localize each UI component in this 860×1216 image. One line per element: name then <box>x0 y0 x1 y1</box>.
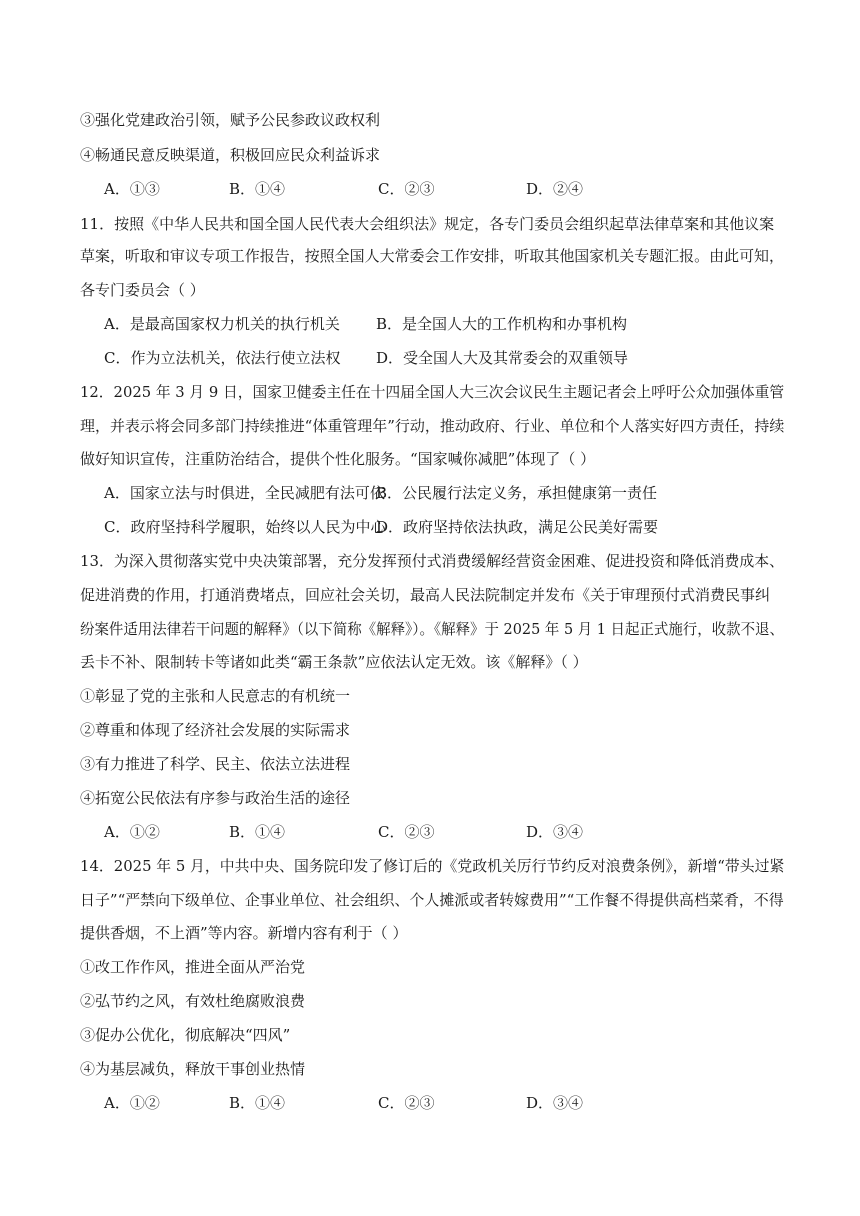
q12-option-c[interactable]: C．政府坚持科学履职，始终以人民为中心 <box>104 518 386 536</box>
q14-option-b[interactable]: B．①④ <box>229 1094 286 1112</box>
q11-stem-line: 11．按照《中华人民共和国全国人民代表大会组织法》规定，各专门委员会组织起草法律草案和其他议案 <box>80 215 775 233</box>
q12-stem-line: 做好知识宣传，注重防治结合，提供个性化服务。“国家喊你减肥”体现了（ ） <box>80 450 596 468</box>
q13-stem-line: 13．为深入贯彻落实党中央决策部署，充分发挥预付式消费缓解经营资金困难、促进投资和降低消费成本、 <box>80 552 785 570</box>
q13-option-a[interactable]: A．①② <box>104 823 160 841</box>
q13-stem-line: 丢卡不补、限制转卡等诸如此类“霸王条款”应依法认定无效。该《解释》（ ） <box>80 653 588 671</box>
q13-option-d[interactable]: D．③④ <box>526 823 584 841</box>
q14-option-c[interactable]: C．②③ <box>378 1094 435 1112</box>
q11-options-row <box>104 314 800 334</box>
q13-stem-line: 促进消费的作用，打通消费堵点，回应社会关切，最高人民法院制定并发布《关于审理预付式消费民事纠 <box>80 586 771 604</box>
q11-stem-line: 各专门委员会（ ） <box>80 281 205 299</box>
q11-option-a[interactable]: A．是最高国家权力机关的执行机关 <box>104 315 340 333</box>
q13-item-1: ①彰显了党的主张和人民意志的有机统一 <box>80 687 351 705</box>
q12-stem-line: 理，并表示将会同多部门持续推进“体重管理年”行动，推动政府、行业、单位和个人落实好四方责任，持续 <box>80 417 785 435</box>
q11-option-d[interactable]: D．受全国人大及其常委会的双重领导 <box>376 349 629 367</box>
q10-option-c[interactable]: C．②③ <box>378 180 435 198</box>
q14-item-4: ④为基层减负，释放干事创业热情 <box>80 1060 306 1078</box>
q11-option-c[interactable]: C．作为立法机关，依法行使立法权 <box>104 349 341 367</box>
q12-stem-line: 12．2025 年 3 月 9 日，国家卫健委主任在十四届全国人大三次会议民生主题记者会上呼吁公众加强体重管 <box>80 383 785 401</box>
q13-options <box>104 822 800 842</box>
q12-option-d[interactable]: D．政府坚持依法执政，满足公民美好需要 <box>376 518 659 536</box>
q12-option-b[interactable]: B．公民履行法定义务，承担健康第一责任 <box>376 484 658 502</box>
q10-option-a[interactable]: A．①③ <box>104 180 160 198</box>
q13-stem-line: 纷案件适用法律若干问题的解释》（以下简称《解释》）。《解释》于 2025 年 5 月 1 日起正式施行，收款不退、 <box>80 620 784 638</box>
q12-options-row <box>104 517 800 537</box>
q11-option-b[interactable]: B．是全国人大的工作机构和办事机构 <box>376 315 628 333</box>
q13-item-2: ②尊重和体现了经济社会发展的实际需求 <box>80 721 351 739</box>
q10-item-3: ③强化党建政治引领，赋予公民参政议政权利 <box>80 111 381 129</box>
q13-option-b[interactable]: B．①④ <box>229 823 286 841</box>
q14-stem-line: 日子”“严禁向下级单位、企事业单位、社会组织、个人摊派或者转嫁费用”“工作餐不得提供高档菜肴，不得 <box>80 891 784 909</box>
q10-option-b[interactable]: B．①④ <box>229 180 286 198</box>
q13-item-3: ③有力推进了科学、民主、依法立法进程 <box>80 755 351 773</box>
q12-options-row <box>104 483 800 503</box>
q13-option-c[interactable]: C．②③ <box>378 823 435 841</box>
q11-stem-line: 草案，听取和审议专项工作报告，按照全国人大常委会工作安排，听取其他国家机关专题汇报。由此可知， <box>80 247 785 265</box>
q10-option-d[interactable]: D．②④ <box>526 180 584 198</box>
q14-stem-line: 14．2025 年 5 月，中共中央、国务院印发了修订后的《党政机关厉行节约反对浪费条例》，新增“带头过紧 <box>80 857 785 875</box>
q14-item-3: ③促办公优化，彻底解决“四风” <box>80 1026 291 1044</box>
q10-item-4: ④畅通民意反映渠道，积极回应民众利益诉求 <box>80 146 381 164</box>
q11-options-row <box>104 348 800 368</box>
q14-item-1: ①改工作作风，推进全面从严治党 <box>80 958 306 976</box>
q12-option-a[interactable]: A．国家立法与时俱进，全民减肥有法可依 <box>104 484 385 502</box>
q10-options <box>104 179 800 199</box>
q14-option-a[interactable]: A．①② <box>104 1094 160 1112</box>
q14-item-2: ②弘节约之风，有效杜绝腐败浪费 <box>80 992 306 1010</box>
q14-stem-line: 提供香烟，不上酒”等内容。新增内容有利于（ ） <box>80 924 408 942</box>
q14-option-d[interactable]: D．③④ <box>526 1094 584 1112</box>
q14-options <box>104 1093 800 1113</box>
q13-item-4: ④拓宽公民依法有序参与政治生活的途径 <box>80 789 351 807</box>
